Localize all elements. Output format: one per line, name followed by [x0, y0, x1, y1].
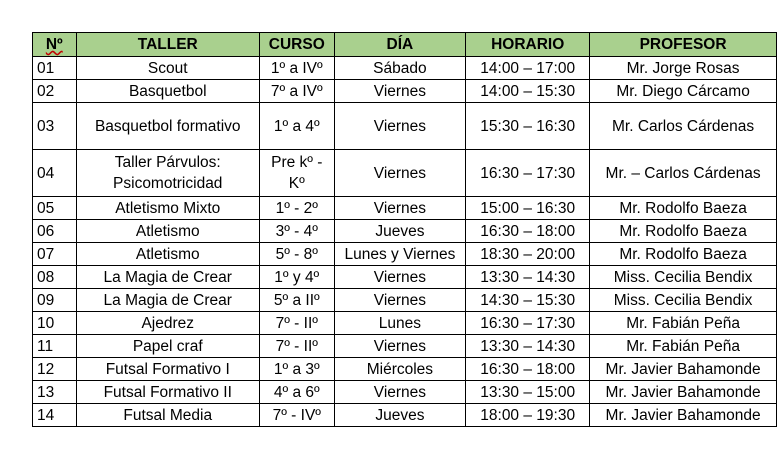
cell-num: 06 [33, 220, 77, 243]
cell-curso: 1º a 4º [259, 103, 334, 150]
cell-taller: Basquetbol [76, 80, 259, 103]
cell-horario: 16:30 – 18:00 [466, 358, 590, 381]
cell-profesor: Mr. Carlos Cárdenas [590, 103, 777, 150]
cell-curso: 7º - IIº [259, 312, 334, 335]
cell-curso: 3º - 4º [259, 220, 334, 243]
cell-horario: 16:30 – 17:30 [466, 312, 590, 335]
cell-horario: 14:00 – 17:00 [466, 57, 590, 80]
header-profesor: PROFESOR [590, 33, 777, 57]
cell-dia: Viernes [334, 80, 466, 103]
cell-profesor: Mr. Rodolfo Baeza [590, 243, 777, 266]
cell-taller: Futsal Media [76, 404, 259, 427]
cell-profesor: Mr. Javier Bahamonde [590, 381, 777, 404]
cell-profesor: Mr. Diego Cárcamo [590, 80, 777, 103]
table-row [33, 312, 777, 335]
cell-profesor: Mr. Fabián Peña [590, 335, 777, 358]
workshop-schedule-table [32, 32, 777, 427]
cell-curso: 1º - 2º [259, 197, 334, 220]
cell-profesor: Mr. Javier Bahamonde [590, 404, 777, 427]
cell-profesor: Mr. – Carlos Cárdenas [590, 150, 777, 197]
cell-curso: Pre kº - Kº [259, 150, 334, 197]
cell-horario: 18:30 – 20:00 [466, 243, 590, 266]
cell-dia: Viernes [334, 266, 466, 289]
table-row [33, 289, 777, 312]
cell-profesor: Mr. Fabián Peña [590, 312, 777, 335]
cell-taller: Ajedrez [76, 312, 259, 335]
header-num: Nº [33, 33, 77, 57]
cell-taller: Atletismo [76, 220, 259, 243]
cell-curso: 4º a 6º [259, 381, 334, 404]
cell-num: 14 [33, 404, 77, 427]
cell-dia: Viernes [334, 289, 466, 312]
cell-taller: La Magia de Crear [76, 289, 259, 312]
cell-num: 08 [33, 266, 77, 289]
cell-dia: Viernes [334, 335, 466, 358]
cell-taller: Taller Párvulos: Psicomotricidad [76, 150, 259, 197]
cell-num: 05 [33, 197, 77, 220]
table-row [33, 243, 777, 266]
cell-curso: 1º a IVº [259, 57, 334, 80]
cell-profesor: Mr. Javier Bahamonde [590, 358, 777, 381]
cell-dia: Lunes [334, 312, 466, 335]
table-row [33, 358, 777, 381]
cell-num: 07 [33, 243, 77, 266]
cell-curso: 5º - 8º [259, 243, 334, 266]
cell-horario: 13:30 – 14:30 [466, 266, 590, 289]
table-row [33, 404, 777, 427]
table-row [33, 335, 777, 358]
cell-num: 12 [33, 358, 77, 381]
cell-dia: Sábado [334, 57, 466, 80]
cell-taller: Futsal Formativo I [76, 358, 259, 381]
cell-dia: Miércoles [334, 358, 466, 381]
cell-taller: Atletismo [76, 243, 259, 266]
cell-taller: Futsal Formativo II [76, 381, 259, 404]
cell-num: 03 [33, 103, 77, 150]
cell-num: 10 [33, 312, 77, 335]
cell-num: 01 [33, 57, 77, 80]
table-row [33, 266, 777, 289]
cell-horario: 15:30 – 16:30 [466, 103, 590, 150]
table-row [33, 381, 777, 404]
cell-curso: 7º a IVº [259, 80, 334, 103]
cell-num: 04 [33, 150, 77, 197]
table-row [33, 103, 777, 150]
table-body [33, 57, 777, 427]
cell-curso: 1º a 3º [259, 358, 334, 381]
table-row [33, 57, 777, 80]
cell-profesor: Miss. Cecilia Bendix [590, 266, 777, 289]
cell-num: 09 [33, 289, 77, 312]
cell-curso: 7º - IIº [259, 335, 334, 358]
cell-num: 11 [33, 335, 77, 358]
cell-horario: 16:30 – 17:30 [466, 150, 590, 197]
cell-horario: 13:30 – 15:00 [466, 381, 590, 404]
cell-dia: Jueves [334, 404, 466, 427]
cell-profesor: Mr. Jorge Rosas [590, 57, 777, 80]
cell-num: 02 [33, 80, 77, 103]
cell-profesor: Mr. Rodolfo Baeza [590, 197, 777, 220]
cell-horario: 16:30 – 18:00 [466, 220, 590, 243]
cell-curso: 5º a IIº [259, 289, 334, 312]
cell-dia: Viernes [334, 103, 466, 150]
table-row [33, 220, 777, 243]
header-taller: TALLER [76, 33, 259, 57]
cell-taller: Papel craf [76, 335, 259, 358]
cell-dia: Jueves [334, 220, 466, 243]
header-horario: HORARIO [466, 33, 590, 57]
cell-profesor: Mr. Rodolfo Baeza [590, 220, 777, 243]
cell-dia: Viernes [334, 197, 466, 220]
cell-taller: Basquetbol formativo [76, 103, 259, 150]
cell-taller: Scout [76, 57, 259, 80]
header-dia: DÍA [334, 33, 466, 57]
cell-horario: 15:00 – 16:30 [466, 197, 590, 220]
cell-num: 13 [33, 381, 77, 404]
cell-curso: 7º - IVº [259, 404, 334, 427]
cell-taller: Atletismo Mixto [76, 197, 259, 220]
cell-taller: La Magia de Crear [76, 266, 259, 289]
header-row [33, 33, 777, 57]
cell-horario: 14:30 – 15:30 [466, 289, 590, 312]
cell-dia: Viernes [334, 381, 466, 404]
header-curso: CURSO [259, 33, 334, 57]
cell-horario: 14:00 – 15:30 [466, 80, 590, 103]
table-row [33, 80, 777, 103]
cell-horario: 18:00 – 19:30 [466, 404, 590, 427]
cell-dia: Viernes [334, 150, 466, 197]
cell-horario: 13:30 – 14:30 [466, 335, 590, 358]
table-row [33, 197, 777, 220]
table-row [33, 150, 777, 197]
cell-profesor: Miss. Cecilia Bendix [590, 289, 777, 312]
cell-curso: 1º y 4º [259, 266, 334, 289]
cell-dia: Lunes y Viernes [334, 243, 466, 266]
